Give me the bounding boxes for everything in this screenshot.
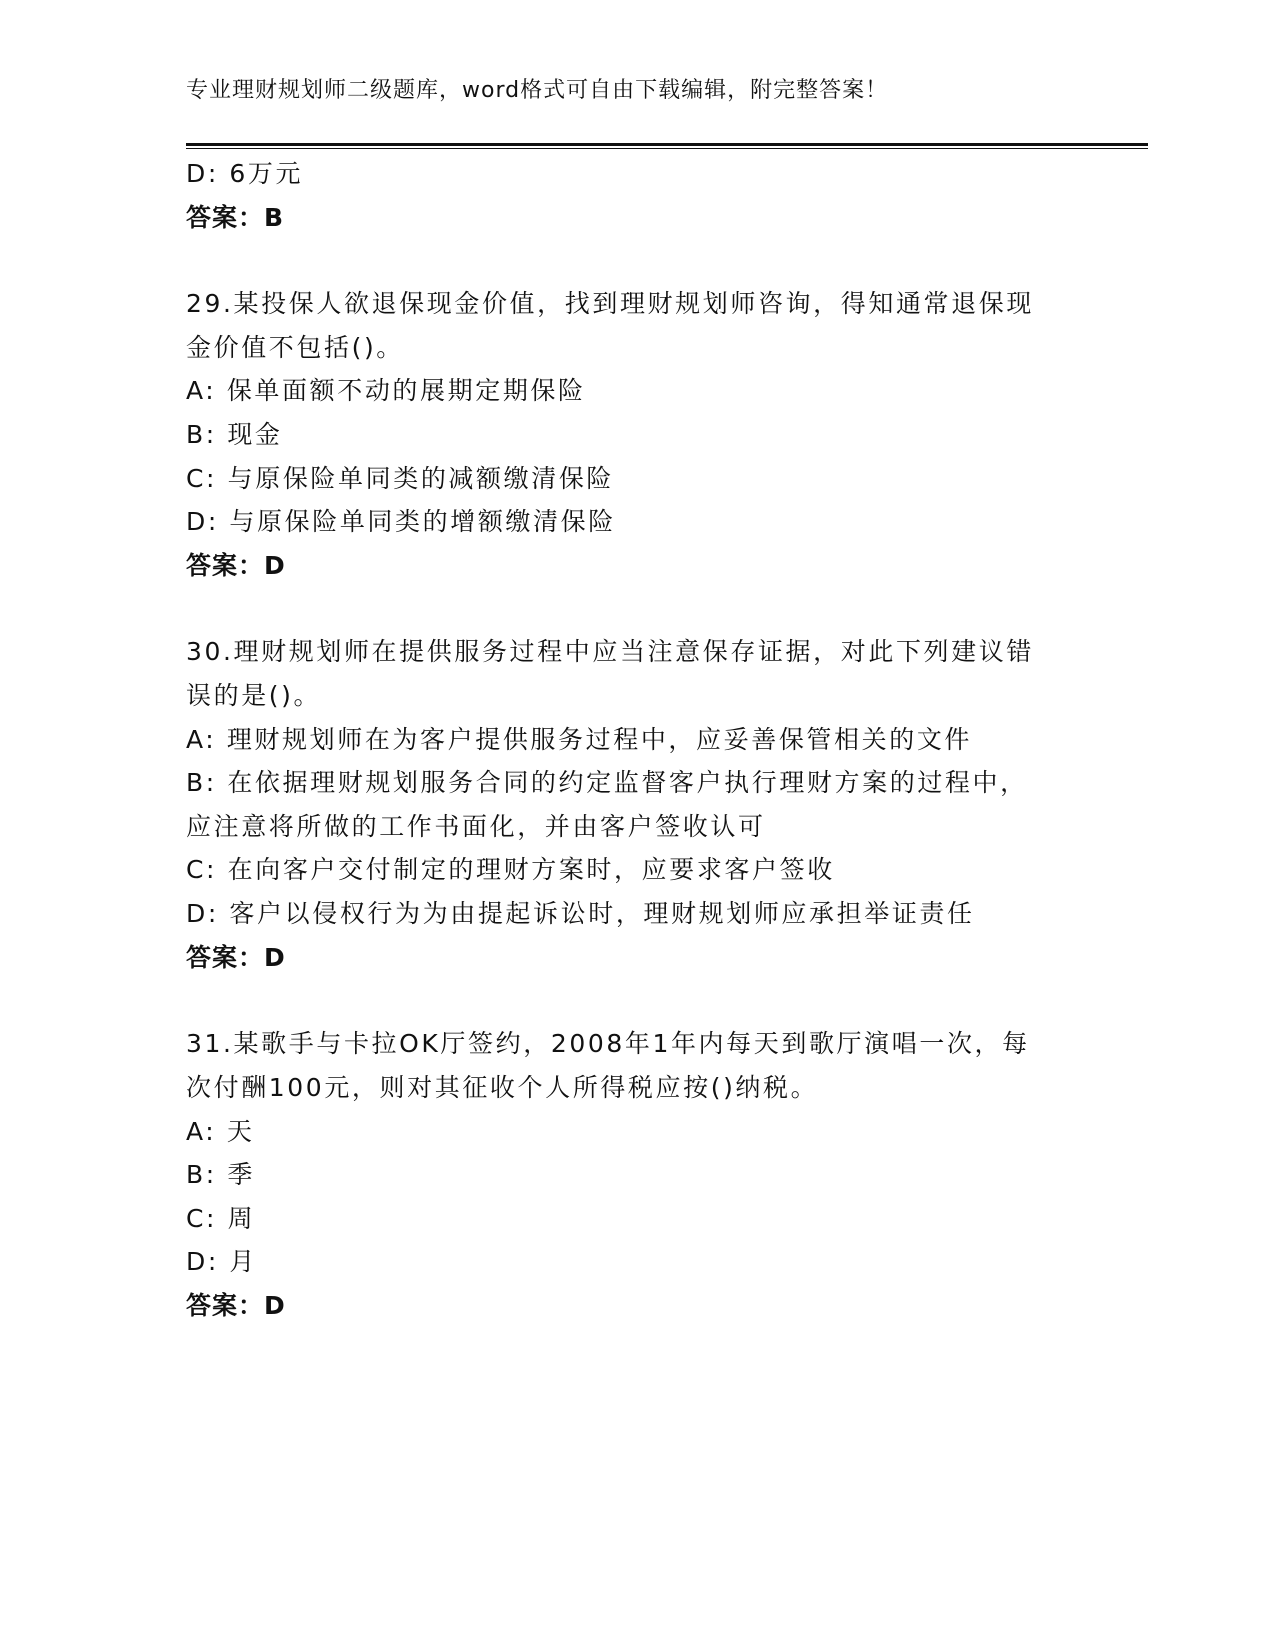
q29-option-b: B: 现金 (186, 420, 283, 449)
q31-option-d: D: 月 (186, 1247, 258, 1276)
page-header: 专业理财规划师二级题库，word格式可自由下载编辑，附完整答案！ (186, 78, 889, 103)
q29-option-d: D: 与原保险单同类的增额缴清保险 (186, 507, 616, 536)
q31-option-c: C: 周 (186, 1204, 256, 1233)
q31-question-line1: 31.某歌手与卡拉OK厅签约，2008年1年内每天到歌厅演唱一次，每 (186, 1029, 1030, 1058)
q30-question-line1: 30.理财规划师在提供服务过程中应当注意保存证据，对此下列建议错 (186, 637, 1034, 666)
q29-answer: 答案：D (186, 551, 286, 580)
q31-option-a: A: 天 (186, 1117, 255, 1146)
q31-answer: 答案：D (186, 1291, 286, 1320)
q29-question-line1: 29.某投保人欲退保现金价值，找到理财规划师咨询，得知通常退保现 (186, 289, 1034, 318)
q30-option-b-line1: B: 在依据理财规划服务合同的约定监督客户执行理财方案的过程中， (186, 768, 1028, 797)
q30-question-line2: 误的是()。 (186, 681, 322, 710)
q30-option-b-line2: 应注意将所做的工作书面化，并由客户签收认可 (186, 812, 766, 841)
q30-answer: 答案：D (186, 943, 286, 972)
q28-option-d: D: 6万元 (186, 159, 304, 188)
header-divider-thick (186, 143, 1148, 146)
header-divider (186, 143, 1148, 149)
q28-answer: 答案：B (186, 203, 285, 232)
q31-option-b: B: 季 (186, 1160, 255, 1189)
q29-option-c: C: 与原保险单同类的减额缴清保险 (186, 464, 615, 493)
q30-option-a: A: 理财规划师在为客户提供服务过程中，应妥善保管相关的文件 (186, 725, 973, 754)
header-divider-thin (186, 148, 1148, 149)
q31-question-line2: 次付酬100元，则对其征收个人所得税应按()纳税。 (186, 1073, 819, 1102)
q29-question-line2: 金价值不包括()。 (186, 333, 404, 362)
q30-option-c: C: 在向客户交付制定的理财方案时，应要求客户签收 (186, 855, 835, 884)
q29-option-a: A: 保单面额不动的展期定期保险 (186, 376, 586, 405)
q30-option-d: D: 客户以侵权行为为由提起诉讼时，理财规划师应承担举证责任 (186, 899, 975, 928)
